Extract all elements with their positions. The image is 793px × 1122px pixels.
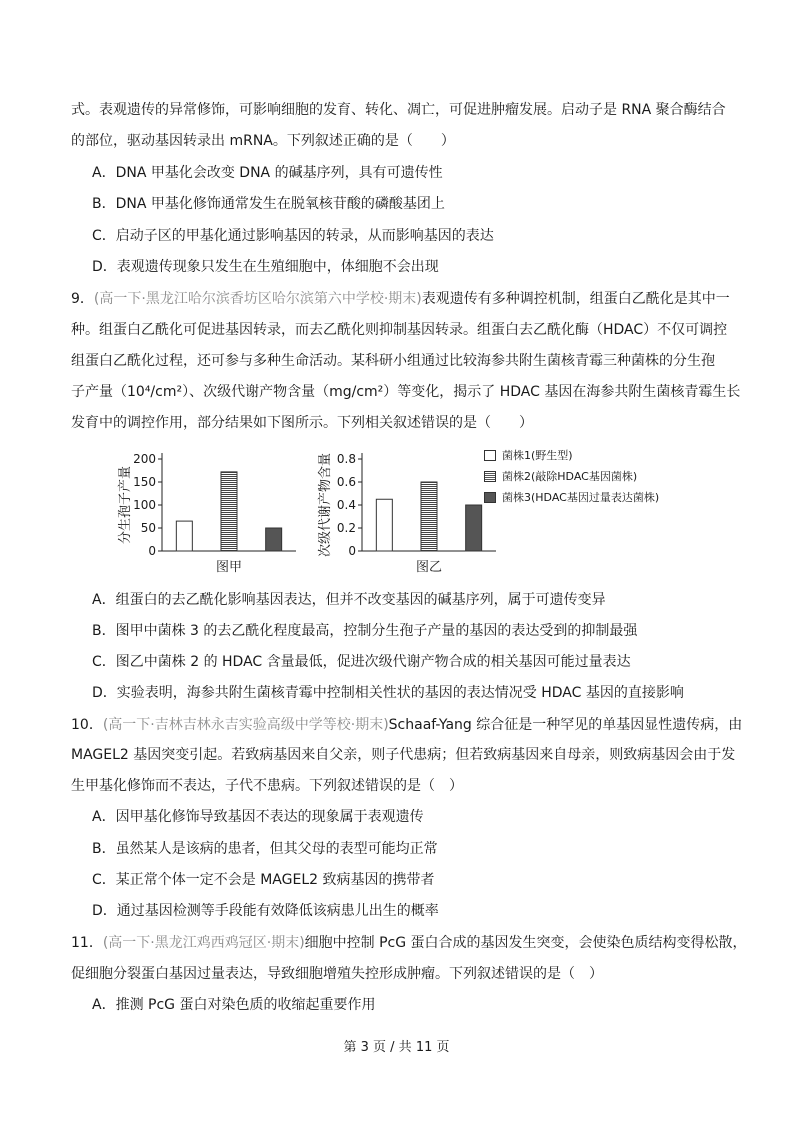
y-tick-label: 50 bbox=[140, 521, 156, 535]
q10-option-c: C．某正常个体一定不会是 MAGEL2 致病基因的携带者 bbox=[92, 872, 435, 888]
y-tick-label: 0.6 bbox=[336, 475, 356, 489]
q10-option-b: B．虽然某人是该病的患者，但其父母的表型可能均正常 bbox=[92, 841, 438, 857]
bar-2 bbox=[221, 472, 237, 551]
q8-option-c: C．启动子区的甲基化通过影响基因的转录，从而影响基因的表达 bbox=[92, 228, 494, 244]
q11-stem-line-2: 促细胞分裂蛋白基因过量表达，导致细胞增殖失控形成肿瘤。下列叙述错误的是（ ） bbox=[71, 966, 603, 982]
bar-3 bbox=[266, 528, 282, 551]
q9-option-b: B．图甲中菌株 3 的去乙酰化程度最高，控制分生孢子产量的基因的表达受到的抑制最强 bbox=[92, 623, 638, 639]
y-tick-label: 0 bbox=[148, 544, 156, 558]
chart-title: 图乙 bbox=[415, 560, 443, 575]
legend-swatch-striped bbox=[484, 471, 496, 482]
q10-number: 10． bbox=[71, 717, 103, 733]
y-tick-label: 0.8 bbox=[336, 452, 356, 466]
q11-number: 11． bbox=[71, 935, 103, 951]
legend-label-strain3: 菌株3(HDAC基因过量表达菌株) bbox=[502, 490, 660, 504]
y-tick-label: 200 bbox=[133, 452, 156, 466]
q8-stem-line-1: 式。表观遗传的异常修饰，可影响细胞的发育、转化、凋亡，可促进肿瘤发展。启动子是 RNA 聚合酶结合 bbox=[71, 102, 726, 118]
bar-1 bbox=[176, 521, 192, 551]
y-axis-label: 次级代谢产物含量 bbox=[318, 452, 333, 558]
chart-secondary-metabolite bbox=[310, 445, 500, 575]
q10-source: (高一下·吉林吉林永吉实验高级中学等校·期末) bbox=[102, 717, 389, 733]
q9-stem-text-1: 表观遗传有多种调控机制，组蛋白乙酰化是其中一 bbox=[421, 291, 730, 307]
q9-stem-line-4: 子产量（10⁴/cm²）、次级代谢产物含量（mg/cm²）等变化，揭示了 HDAC 基因在海参共附生菌核青霉生长 bbox=[71, 384, 741, 400]
legend-item-strain1 bbox=[484, 445, 659, 466]
legend-label-strain1: 菌株1(野生型) bbox=[502, 448, 573, 462]
bar-2 bbox=[421, 482, 437, 551]
q9-option-c: C．图乙中菌株 2 的 HDAC 含量最低，促进次级代谢产物合成的相关基因可能过量表达 bbox=[92, 654, 631, 670]
q8-option-b: B．DNA 甲基化修饰通常发生在脱氧核苷酸的磷酸基团上 bbox=[92, 196, 445, 212]
q11-source: (高一下·黑龙江鸡西鸡冠区·期末) bbox=[102, 935, 305, 951]
y-tick-label: 100 bbox=[133, 498, 156, 512]
y-axis-label: 分生孢子产量 bbox=[118, 465, 133, 545]
q10-stem-line-2: MAGEL2 基因突变引起。若致病基因来自父亲，则子代患病；但若致病基因来自母亲，则致病基因会由于发 bbox=[71, 747, 736, 763]
q10-stem-line-1 bbox=[71, 716, 742, 734]
q9-source: (高一下·黑龙江哈尔滨香坊区哈尔滨第六中学校·期末) bbox=[93, 291, 422, 307]
y-tick-label: 0 bbox=[348, 544, 356, 558]
legend-swatch-white bbox=[484, 450, 496, 461]
chart-title: 图甲 bbox=[215, 560, 243, 575]
q9-option-d: D．实验表明，海参共附生菌核青霉中控制相关性状的基因的表达情况受 HDAC 基因的直接影响 bbox=[92, 685, 684, 701]
bar-1 bbox=[376, 499, 392, 551]
y-tick-label: 0.2 bbox=[336, 521, 356, 535]
q9-number: 9． bbox=[71, 291, 94, 307]
q9-stem-line-3: 组蛋白乙酰化过程，还可参与多种生命活动。某科研小组通过比较海参共附生菌核青霉三种菌株的分生孢 bbox=[71, 353, 715, 369]
q9-stem-line-2: 种。组蛋白乙酰化可促进基因转录，而去乙酰化则抑制基因转录。组蛋白去乙酰化酶（HDAC）不仅可调控 bbox=[71, 322, 728, 338]
q10-option-d: D．通过基因检测等手段能有效降低该病患儿出生的概率 bbox=[92, 903, 439, 919]
q11-stem-text-1: 细胞中控制 PcG 蛋白合成的基因发生突变，会使染色质结构变得松散， bbox=[304, 935, 747, 951]
q9-stem-line-5: 发育中的调控作用，部分结果如下图所示。下列相关叙述错误的是（ ） bbox=[71, 415, 533, 431]
q11-option-a: A．推测 PcG 蛋白对染色质的收缩起重要作用 bbox=[92, 997, 376, 1013]
q11-stem-line-1 bbox=[71, 934, 747, 952]
q10-stem-line-3: 生甲基化修饰而不表达，子代不患病。下列叙述错误的是（ ） bbox=[71, 778, 463, 794]
chart-legend bbox=[484, 445, 659, 508]
y-tick-label: 0.4 bbox=[336, 498, 356, 512]
q8-option-a: A．DNA 甲基化会改变 DNA 的碱基序列，具有可遗传性 bbox=[92, 165, 443, 181]
q10-option-a: A．因甲基化修饰导致基因不表达的现象属于表观遗传 bbox=[92, 809, 424, 825]
legend-swatch-dark bbox=[484, 492, 496, 503]
page-number: 第 3 页 / 共 11 页 bbox=[343, 1040, 450, 1055]
q8-stem-line-2: 的部位，驱动基因转录出 mRNA。下列叙述正确的是（ ） bbox=[71, 133, 455, 149]
q9-stem-line-1 bbox=[71, 290, 730, 308]
bar-3 bbox=[466, 505, 482, 551]
legend-label-strain2: 菌株2(敲除HDAC基因菌株) bbox=[502, 469, 638, 483]
legend-item-strain3 bbox=[484, 487, 659, 508]
chart-spore-yield bbox=[110, 445, 300, 575]
y-tick-label: 150 bbox=[133, 475, 156, 489]
q9-option-a: A．组蛋白的去乙酰化影响基因表达，但并不改变基因的碱基序列，属于可遗传变异 bbox=[92, 592, 606, 608]
q8-option-d: D．表观遗传现象只发生在生殖细胞中，体细胞不会出现 bbox=[92, 259, 439, 275]
q10-stem-text-1: Schaaf-Yang 综合征是一种罕见的单基因显性遗传病，由 bbox=[388, 717, 743, 733]
legend-item-strain2 bbox=[484, 466, 659, 487]
